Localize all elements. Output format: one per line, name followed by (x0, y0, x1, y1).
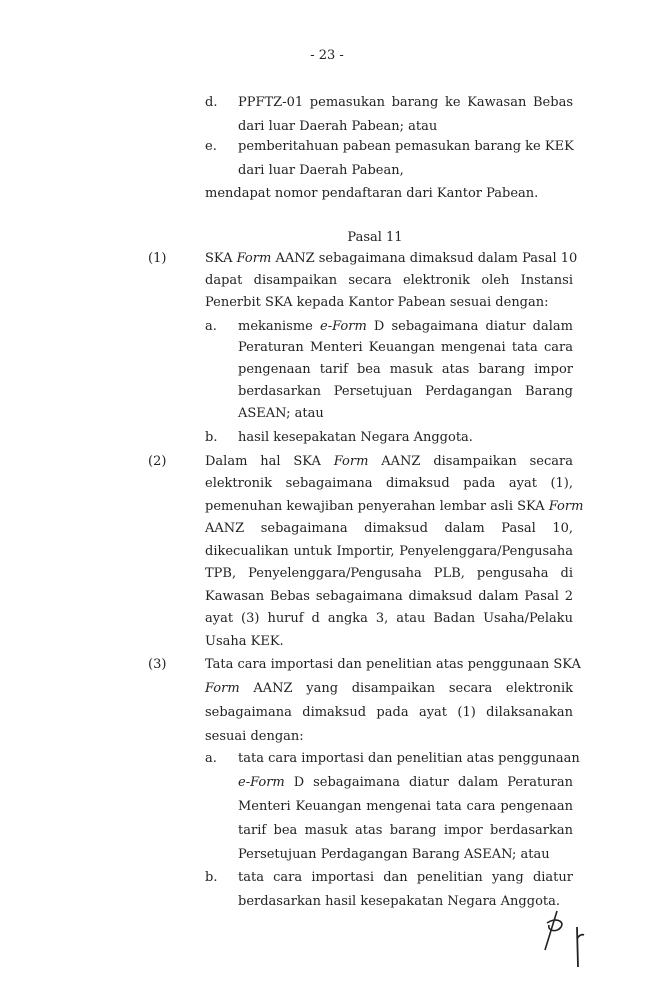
text-segment: tata cara importasi dan penelitian yang diatur (238, 869, 573, 885)
text-line (205, 677, 573, 700)
text-segment: tarif bea masuk atas barang impor berdasarkan (238, 822, 573, 838)
text-line (238, 426, 573, 449)
italic-term: e-Form (320, 318, 367, 334)
text-segment: Persetujuan Perdagangan Barang ASEAN; atau (238, 846, 550, 862)
item-label: a. (205, 750, 217, 766)
text-segment: Menteri Keuangan mengenai tata cara pengenaan (238, 798, 573, 814)
text-segment: sebagaimana dimaksud pada ayat (1) dilaksanakan (205, 704, 573, 720)
text-line (205, 725, 573, 748)
text-segment: pemberitahuan pabean pemasukan barang ke KEK (238, 138, 574, 154)
text-line (205, 269, 573, 292)
text-line (205, 450, 573, 473)
text-line (205, 701, 573, 724)
item-label: b. (205, 869, 218, 885)
text-line (238, 402, 573, 425)
text-segment: PPFTZ-01 pemasukan barang ke Kawasan Bebas (238, 94, 573, 110)
text-segment: Peraturan Menteri Keuangan mengenai tata cara (238, 340, 573, 356)
text-segment: AANZ disampaikan secara (368, 453, 573, 469)
text-segment: AANZ sebagaimana dimaksud dalam Pasal 10, (205, 521, 573, 536)
text-line (205, 247, 578, 270)
text-segment: TPB, Penyelenggara/Pengusaha PLB, pengusaha di (205, 566, 573, 581)
text-segment: berdasarkan hasil kesepakatan Negara Anggota. (238, 893, 561, 909)
item-label: (3) (148, 656, 167, 672)
text-line (205, 630, 573, 653)
text-segment: SKA (205, 250, 237, 266)
text-line (238, 819, 573, 842)
item-label: e. (205, 138, 217, 154)
text-line (205, 585, 573, 608)
text-segment: elektronik sebagaimana dimaksud pada ayat (1), (205, 476, 573, 491)
text-segment: AANZ sebagaimana dimaksud dalam Pasal 10 (271, 250, 578, 266)
text-segment: D sebagaimana diatur dalam (366, 318, 573, 334)
item-label: (1) (148, 250, 167, 266)
text-segment: ASEAN; atau (238, 405, 324, 421)
item-label: (2) (148, 453, 167, 469)
italic-term: e-Form (238, 774, 285, 790)
text-segment: Dalam hal SKA (205, 453, 334, 469)
text-segment: D sebagaimana diatur dalam Peraturan (284, 774, 573, 790)
text-line (238, 866, 573, 889)
italic-term: Form (236, 250, 272, 266)
text-segment: ayat (3) huruf d angka 3, atau Badan Usaha/Pelaku (205, 611, 573, 626)
italic-term: Form (205, 680, 240, 696)
text-segment: pemenuhan kewajiban penyerahan lembar asli SKA (205, 498, 549, 514)
italic-term: Form (548, 498, 584, 514)
text-line (238, 380, 573, 403)
text-line (238, 795, 573, 818)
text-line (205, 291, 573, 314)
text-segment: dari luar Daerah Pabean, (238, 162, 404, 178)
italic-term: Form (333, 453, 369, 469)
text-line (238, 843, 573, 866)
text-line (238, 890, 573, 913)
text-line (205, 607, 573, 630)
text-line (238, 358, 573, 381)
text-segment: Kawasan Bebas sebagaimana dimaksud dalam Pasal 2 (205, 588, 573, 604)
text-segment: AANZ yang disampaikan secara elektronik (239, 680, 573, 696)
text-line (238, 91, 573, 114)
text-line (238, 771, 573, 794)
text-segment: berdasarkan Persetujuan Perdagangan Barang (238, 383, 573, 399)
text-segment: sesuai dengan: (205, 728, 304, 744)
article-title: Pasal 11 (347, 230, 403, 245)
text-segment: dari luar Daerah Pabean; atau (238, 118, 438, 134)
text-segment: Penerbit SKA kepada Kantor Pabean sesuai dengan: (205, 294, 549, 310)
text-line (238, 135, 573, 158)
text-segment: dikecualikan untuk Importir, Penyelenggara/Pengusaha (205, 543, 573, 559)
text-line (238, 315, 573, 338)
text-line (205, 540, 573, 563)
text-line (205, 653, 581, 676)
item-label: a. (205, 318, 217, 334)
text-line (205, 562, 573, 585)
item-label: b. (205, 429, 218, 445)
text-segment: dapat disampaikan secara elektronik oleh Instansi (205, 272, 573, 288)
text-line (205, 472, 573, 495)
text-segment: hasil kesepakatan Negara Anggota. (238, 429, 473, 445)
text-line (238, 747, 580, 770)
text-segment: Usaha KEK. (205, 633, 284, 649)
text-segment: tata cara importasi dan penelitian atas penggunaan (238, 750, 580, 766)
text-line (238, 159, 573, 182)
closing-text: mendapat nomor pendaftaran dari Kantor Pabean. (205, 186, 539, 201)
text-line (238, 336, 573, 359)
text-line (205, 517, 573, 540)
signature-initials (535, 905, 595, 975)
page-number: - 23 - (310, 48, 344, 63)
text-segment: Tata cara importasi dan penelitian atas penggunaan SKA (205, 656, 581, 672)
text-segment: mekanisme (238, 318, 321, 334)
text-segment: pengenaan tarif bea masuk atas barang impor (238, 362, 573, 378)
item-label: d. (205, 94, 218, 110)
text-line (205, 495, 584, 518)
